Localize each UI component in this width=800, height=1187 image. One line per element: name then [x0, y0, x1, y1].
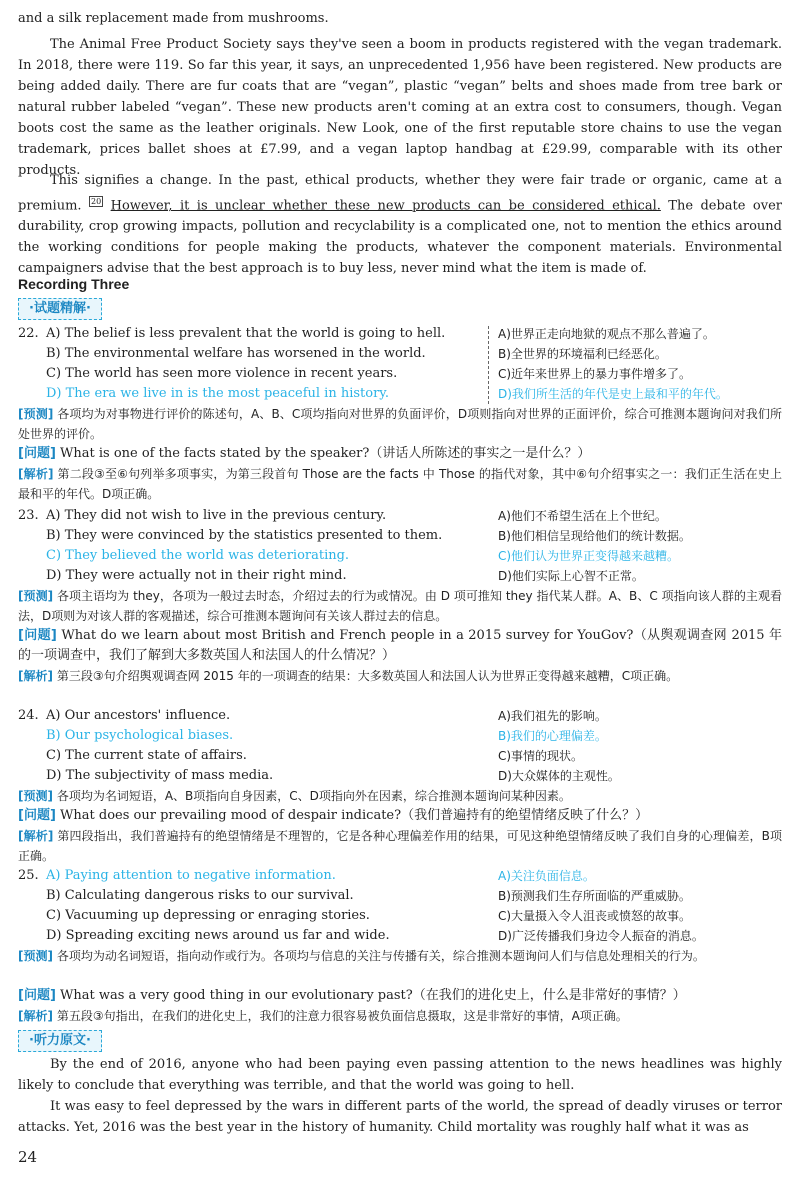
- question-label: [问题]: [18, 628, 57, 643]
- analysis-label: [解析]: [18, 829, 54, 843]
- option-a-cn: A)世界正走向地狱的观点不那么普遍了。: [498, 327, 715, 341]
- page-number: 24: [18, 1148, 38, 1166]
- question-marker: 20: [90, 197, 102, 206]
- option-d: D) Spreading exciting news around us far and wide.: [46, 928, 390, 943]
- transcript-paragraph-1: By the end of 2016, anyone who had been paying even passing attention to the news headlines was highly likely to conclude that everything was terrible, and that the world was going to hell.: [18, 1057, 782, 1093]
- question-text-25: [18, 986, 782, 1006]
- option-d-cn-answer: D)我们所生活的年代是史上最和平的年代。: [498, 387, 728, 401]
- option-a: A) Our ancestors' influence.: [46, 708, 231, 723]
- option-b-cn: B)全世界的环境福利已经恶化。: [498, 347, 667, 361]
- paragraph-animal-free: The Animal Free Product Society says they've seen a boom in products registered with the vegan trademark. In 2018, there were 119. So far this year, it says, an unprecedented 1,956 have been registered. New products are being added daily. There are fur coats that are “vegan”, plastic “vegan” belts and shoes made from tree bark or natural rubber labeled “vegan”. These new products aren't coming at an extra cost to consumers, though. Vegan boots cost the same as the leather originals. New Look, one of the first reputable store chains to use the vegan trademark, prices ballet shoes at £7.99, and a vegan laptop handbag at £29.99, comparable with its other products.: [18, 37, 782, 178]
- question-text: What do we learn about most British and French people in a 2015 survey for YouGov?（从舆观调查网 2015 年的一项调查中，我们了解到大多数英国人和法国人的什么情况？）: [18, 628, 782, 663]
- option-d-cn: D)大众媒体的主观性。: [498, 769, 620, 783]
- option-b-cn: B)他们相信呈现给他们的统计数据。: [498, 529, 691, 543]
- analysis-label: [解析]: [18, 1009, 53, 1023]
- prediction-text: 各项均为对事物进行评价的陈述句，A、B、C项均指向对世界的负面评价，D项则指向对世界的正面评价，综合可推测本题询问对我们所处世界的评价。: [18, 407, 782, 441]
- question-number: 25.: [18, 868, 39, 883]
- option-a-answer: A) Paying attention to negative information.: [46, 868, 336, 883]
- prediction-text: 各项主语均为 they，各项为一般过去时态，介绍过去的行为或情况。由 D 项可推知 they 指代某人群。A、B、C 项指向该人群的主观看法，D项则为对该人群的客观描述，综合可推测本题询问有关该人群过去的信息。: [18, 589, 782, 623]
- option-c-cn: C)事情的现状。: [498, 749, 584, 763]
- analysis-label: [解析]: [18, 669, 53, 683]
- question-text-24: [18, 806, 782, 826]
- question-text: What does our prevailing mood of despair indicate?（我们普遍持有的绝望情绪反映了什么？）: [60, 808, 649, 823]
- transcript-paragraph-2: It was easy to feel depressed by the wars in different parts of the world, the spread of deadly viruses or terror attacks. Yet, 2016 was the best year in the history of humanity. Child mortality was roughly half what it was as: [18, 1099, 782, 1135]
- question-text: What is one of the facts stated by the speaker?（讲话人所陈述的事实之一是什么？）: [60, 446, 591, 461]
- option-c-cn: C)近年来世界上的暴力事件增多了。: [498, 367, 692, 381]
- option-b: B) The environmental welfare has worsened in the world.: [46, 346, 426, 361]
- transcript-banner: ·听力原文·: [18, 1030, 102, 1052]
- analysis-23: [18, 666, 782, 686]
- prediction-label: [预测]: [18, 789, 53, 803]
- option-c: C) The current state of affairs.: [46, 748, 247, 763]
- option-d: D) The subjectivity of mass media.: [46, 768, 274, 783]
- option-d: D) They were actually not in their right mind.: [46, 568, 347, 583]
- option-b: B) They were convinced by the statistics presented to them.: [46, 528, 443, 543]
- option-d-cn: D)广泛传播我们身边令人振奋的消息。: [498, 929, 704, 943]
- analysis-text: 第三段③句介绍舆观调查网 2015 年的一项调查的结果：大多数英国人和法国人认为世界正变得越来越糟，C项正确。: [56, 669, 679, 683]
- question-number: 22.: [18, 326, 39, 341]
- analysis-label: [解析]: [18, 467, 54, 481]
- prediction-23: [18, 586, 782, 626]
- prediction-25: [18, 946, 782, 966]
- option-c-cn-answer: C)他们认为世界正变得越来越糟。: [498, 549, 680, 563]
- question-label: [问题]: [18, 446, 56, 461]
- option-b-cn: B)预测我们生存所面临的严重威胁。: [498, 889, 691, 903]
- option-d-cn: D)他们实际上心智不正常。: [498, 569, 644, 583]
- underlined-sentence: However, it is unclear whether these new products can be considered ethical.: [110, 198, 661, 214]
- question-number: 24.: [18, 708, 39, 723]
- question-label: [问题]: [18, 808, 56, 823]
- option-c-answer: C) They believed the world was deteriorating.: [46, 548, 350, 563]
- option-c: C) The world has seen more violence in recent years.: [46, 366, 398, 381]
- paragraph-ethics: [18, 170, 782, 279]
- paragraph-continuation: and a silk replacement made from mushrooms.: [18, 11, 329, 26]
- question-number: 23.: [18, 508, 39, 523]
- option-c: C) Vacuuming up depressing or enraging stories.: [46, 908, 370, 923]
- option-b-cn-answer: B)我们的心理偏差。: [498, 729, 607, 743]
- option-a-cn: A)他们不希望生活在上个世纪。: [498, 509, 667, 523]
- option-a-cn: A)我们祖先的影响。: [498, 709, 607, 723]
- explanation-banner: ·试题精解·: [18, 298, 102, 320]
- section-title: Recording Three: [18, 276, 130, 292]
- analysis-25: [18, 1006, 782, 1026]
- prediction-text: 各项均为动名词短语，指向动作或行为。各项均与信息的关注与传播有关，综合推测本题询问人们与信息处理相关的行为。: [56, 949, 705, 963]
- analysis-text: 第五段③句指出，在我们的进化史上，我们的注意力很容易被负面信息摄取，这是非常好的事情，A项正确。: [56, 1009, 628, 1023]
- option-a-cn-answer: A)关注负面信息。: [498, 869, 595, 883]
- analysis-text: 第四段指出，我们普遍持有的绝望情绪是不理智的，它是各种心理偏差作用的结果，可见这种绝望情绪反映了我们自身的心理偏差，B项正确。: [18, 829, 782, 863]
- question-label: [问题]: [18, 988, 56, 1003]
- prediction-22: [18, 404, 782, 444]
- prediction-text: 各项均为名词短语，A、B项指向自身因素，C、D项指向外在因素，综合推测本题询问某种因素。: [56, 789, 571, 803]
- question-text: What was a very good thing in our evolutionary past?（在我们的进化史上，什么是非常好的事情？）: [60, 988, 686, 1003]
- paragraph-ethics-a: This signifies a change. In the past, ethical products, whether they were fair trade or organic, came at a premium.: [18, 173, 782, 214]
- prediction-label: [预测]: [18, 589, 54, 603]
- option-b-answer: B) Our psychological biases.: [46, 728, 234, 743]
- option-c-cn: C)大量摄入令人沮丧或愤怒的故事。: [498, 909, 692, 923]
- paragraph-ethics-c: The debate over durability, crop growing impacts, pollution and recyclability is a complicated one, not to mention the ethics around the working conditions for people making the products, whatever the component materials. Environmental campaigners advise that the best approach is to buy less, never mind what the item is made of.: [18, 198, 782, 277]
- option-d-answer: D) The era we live in is the most peaceful in history.: [46, 386, 390, 401]
- option-b: B) Calculating dangerous risks to our survival.: [46, 888, 354, 903]
- prediction-24: [18, 786, 782, 806]
- question-text-22: [18, 444, 782, 464]
- prediction-label: [预测]: [18, 949, 53, 963]
- prediction-label: [预测]: [18, 407, 54, 421]
- option-a: A) They did not wish to live in the previous century.: [46, 508, 387, 523]
- analysis-24: [18, 826, 782, 866]
- column-divider: [488, 326, 489, 404]
- question-text-23: [18, 626, 782, 666]
- analysis-22: [18, 464, 782, 504]
- analysis-text: 第二段③至⑥句列举多项事实，为第三段首句 Those are the facts 中 Those 的指代对象，其中⑥句介绍事实之一：我们正生活在史上最和平的年代。D项正确。: [18, 467, 782, 501]
- option-a: A) The belief is less prevalent that the world is going to hell.: [46, 326, 446, 341]
